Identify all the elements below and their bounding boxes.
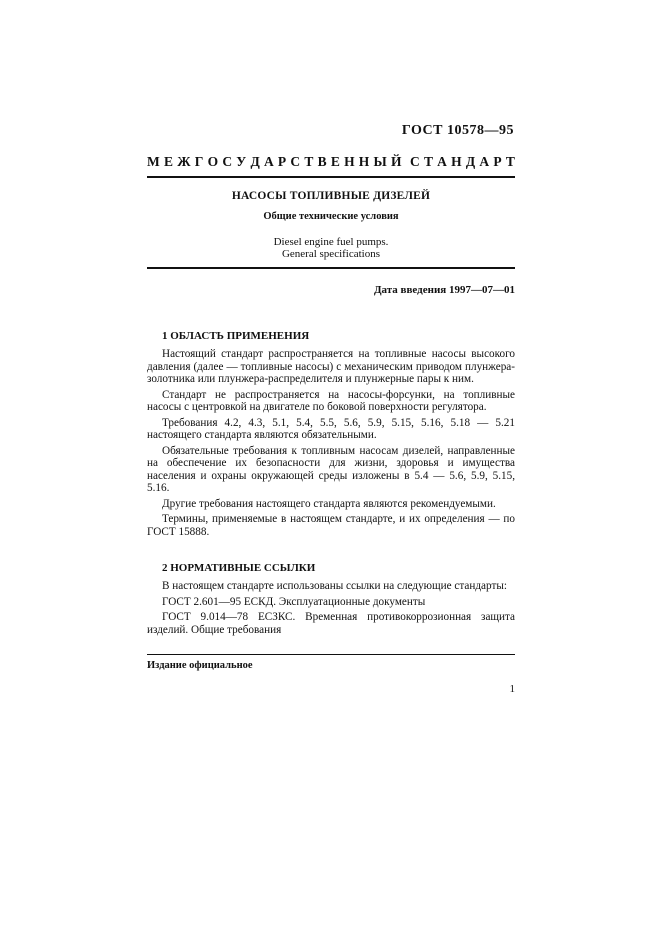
standard-type-letter: Т (304, 154, 314, 169)
standard-type-letter: В (317, 154, 327, 169)
doc-title-english (147, 236, 515, 260)
standard-type-letter: М (147, 154, 160, 169)
doc-subtitle: Общие технические условия (263, 211, 399, 222)
paragraph: Настоящий стандарт распространяется на топливные насосы высокого давления (далее — топливные насосы) с механическим приводом плунжера-золотника или плунжера-распределителя и плунжерные пары к ним. (147, 348, 515, 385)
standard-type-letter: С (222, 154, 233, 169)
gost-number: ГОСТ 10578—95 (401, 123, 514, 138)
paragraph: В настоящем стандарте использованы ссылки на следующие стандарты: (162, 580, 507, 592)
standard-type-letter: Г (194, 154, 204, 169)
standard-type-letter: А (479, 154, 490, 169)
section-1-body (147, 348, 515, 541)
reference-item: ГОСТ 2.601—95 ЕСКД. Эксплуатационные документы (162, 595, 426, 608)
paragraph: Требования 4.2, 4.3, 5.1, 5.4, 5.5, 5.6, 5.9, 5.15, 5.16, 5.18 — 5.21 настоящего стандарта являются обязательными. (147, 416, 515, 441)
page-number: 1 (509, 683, 515, 695)
official-edition-label: Издание официальное (147, 660, 253, 671)
standard-type-letter: А (437, 154, 447, 169)
doc-title: НАСОСЫ ТОПЛИВНЫЕ ДИЗЕЛЕЙ (231, 190, 431, 202)
section-2-heading: 2 НОРМАТИВНЫЕ ССЫЛКИ (162, 562, 316, 574)
section-1-heading: 1 ОБЛАСТЬ ПРИМЕНЕНИЯ (162, 330, 310, 342)
standard-type-letter: Д (465, 154, 476, 169)
reference-item: ГОСТ 9.014—78 ЕСЗКС. Временная противокоррозионная защита изделий. Общие требования (147, 611, 515, 636)
doc-title-english-line2: General specifications (281, 248, 381, 260)
standard-type-letter: О (207, 154, 219, 169)
standard-type-letter: Н (451, 154, 462, 169)
title-bottom-rule (147, 267, 515, 269)
introduction-date: Дата введения 1997—07—01 (373, 284, 515, 296)
footer-rule (147, 654, 515, 655)
paragraph: Стандарт не распространяется на насосы-форсунки, на топливные насосы с центровкой на двигателе по боковой поверхности регулятора. (147, 388, 515, 413)
standard-type-letter: Т (423, 154, 433, 169)
standard-type-letter: С (290, 154, 301, 169)
paragraph: Обязательные требования к топливным насосам дизелей, направленные на обеспечение их безопасности для жизни, здоровья и имущества населения и охраны окружающей среды изложены в 5.4 — 5.6, 5.9, 5.15, 5.16. (147, 444, 515, 494)
standard-type-letter: Р (493, 154, 502, 169)
standard-type-letter: С (409, 154, 420, 169)
standard-type-letter: Р (277, 154, 287, 169)
standard-type-letter: Й (391, 154, 402, 169)
section-2-body (147, 580, 515, 639)
standard-type-letter: Н (358, 154, 370, 169)
standard-type-letter: А (263, 154, 274, 169)
standard-type-letter: У (236, 154, 247, 169)
standard-type-letter: Ж (177, 154, 191, 169)
standard-type-letter: Н (344, 154, 355, 169)
standard-type-letter: Е (163, 154, 173, 169)
paragraph: Другие требования настоящего стандарта являются рекомендуемыми. (162, 497, 496, 510)
standard-type-heading (147, 154, 515, 170)
paragraph: Термины, применяемые в настоящем стандарте, и их определения — по ГОСТ 15888. (147, 513, 515, 538)
standard-type-letter: Е (330, 154, 340, 169)
standard-type-letter: Т (505, 154, 515, 169)
header-top-rule (147, 176, 515, 178)
standard-type-letter: Ы (373, 154, 387, 169)
standard-type-letter: Д (250, 154, 260, 169)
doc-title-english-line1: Diesel engine fuel pumps. (273, 236, 389, 248)
